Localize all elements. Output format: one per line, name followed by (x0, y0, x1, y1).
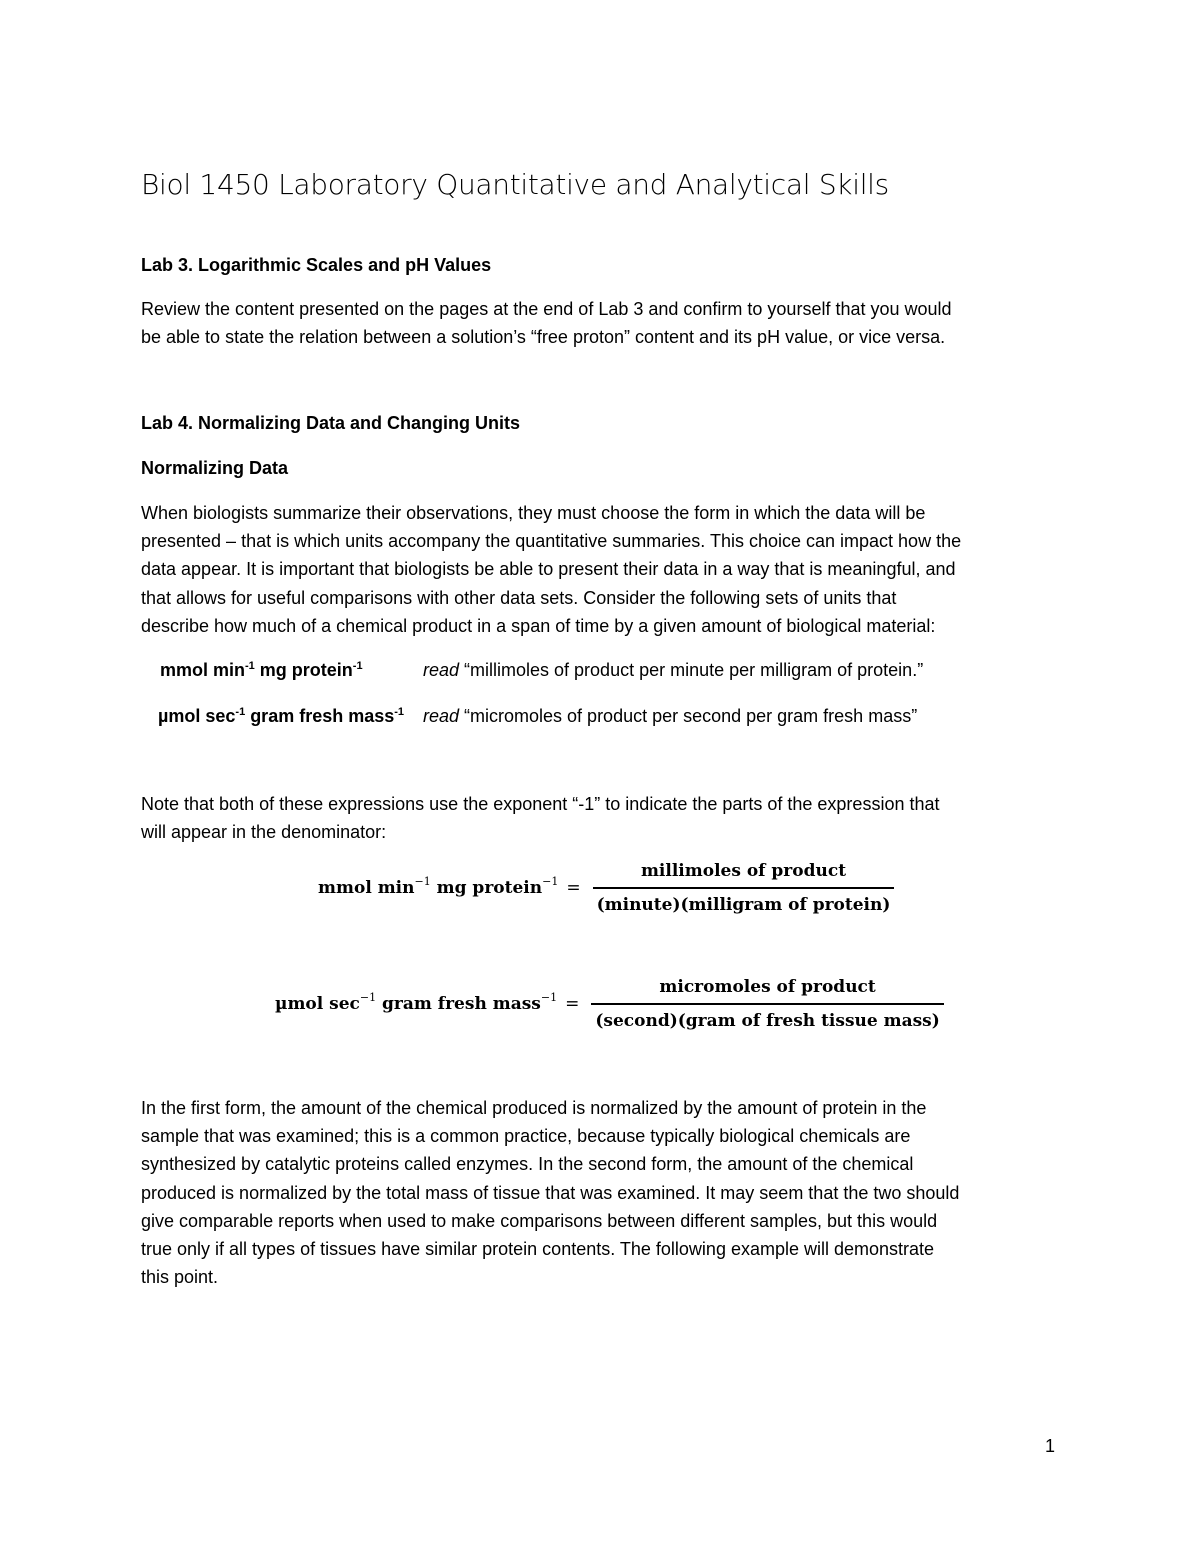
unit-expression-mmol (160, 660, 924, 681)
paragraph-line: that allows for useful comparisons with other data sets. Consider the following sets of units that (141, 587, 897, 608)
equals-sign: = (565, 994, 580, 1014)
page-number: 1 (1045, 1436, 1056, 1456)
paragraph-line: give comparable reports when used to make comparisons between different samples, but this would (141, 1210, 938, 1231)
note-paragraph (141, 790, 940, 846)
paragraph-line: be able to state the relation between a solution’s “free proton” content and its pH value, or vice versa. (141, 327, 946, 348)
lab4-intro-paragraph (141, 499, 961, 640)
read-text: “micromoles of product per second per gram fresh mass” (459, 706, 918, 726)
read-label: read (423, 706, 460, 726)
paragraph-line: true only if all types of tissues have similar protein contents. The following example will demonstrate (141, 1239, 935, 1260)
fraction-denominator: (minute)(milligram of protein) (596, 895, 891, 915)
unit-reading (423, 706, 917, 727)
lab3-heading: Lab 3. Logarithmic Scales and pH Values (141, 255, 492, 275)
paragraph-line: sample that was examined; this is a common practice, because typically biological chemicals are (141, 1126, 911, 1147)
unit-exponent: -1 (235, 706, 246, 718)
lhs-exponent: −1 (359, 991, 377, 1004)
unit-part: µmol sec (158, 706, 236, 726)
equals-sign: = (566, 878, 581, 898)
unit-exponent: -1 (352, 660, 363, 672)
lhs-term: µmol sec (275, 994, 360, 1014)
lab3-paragraph (141, 295, 952, 351)
lhs-term: mmol min (318, 878, 415, 898)
lhs-exponent: −1 (414, 875, 431, 888)
unit-part: mg protein (254, 660, 353, 680)
fraction-numerator: millimoles of product (640, 861, 847, 881)
lhs-term: mg protein (430, 878, 543, 898)
lhs-exponent: −1 (542, 875, 559, 888)
fraction-denominator: (second)(gram of fresh tissue mass) (595, 1011, 940, 1031)
lhs-term: gram fresh mass (376, 994, 541, 1014)
fraction (593, 861, 895, 915)
paragraph-line: produced is normalized by the total mass of tissue that was examined. It may seem that the two should (141, 1182, 960, 1203)
paragraph-line: will appear in the denominator: (141, 822, 387, 843)
unit-expression-umol (158, 706, 918, 727)
fraction (591, 977, 943, 1031)
equation-umol (275, 977, 944, 1031)
normalizing-data-subheading: Normalizing Data (141, 458, 289, 478)
equation-mmol (318, 861, 894, 915)
equation-lhs (275, 991, 558, 1014)
paragraph-line: this point. (141, 1267, 219, 1288)
unit-reading (423, 660, 923, 681)
unit-exponent: -1 (245, 660, 255, 672)
unit-part: mmol min (160, 660, 246, 680)
paragraph-line: Review the content presented on the pages at the end of Lab 3 and confirm to yourself that you would (141, 299, 952, 319)
read-text: “millimoles of product per minute per milligram of protein.” (459, 660, 924, 680)
fraction-numerator: micromoles of product (659, 977, 876, 997)
document-title: Biol 1450 Laboratory Quantitative and Analytical Skills (141, 168, 889, 201)
paragraph-line: In the first form, the amount of the chemical produced is normalized by the amount of protein in the (141, 1098, 927, 1118)
paragraph-line: presented – that is which units accompany the quantitative summaries. This choice can impact how the (141, 531, 962, 552)
unit-part: gram fresh mass (245, 706, 395, 726)
unit-exponent: -1 (394, 706, 405, 718)
paragraph-line: Note that both of these expressions use the exponent “-1” to indicate the parts of the expression that (141, 794, 940, 814)
closing-paragraph (141, 1094, 959, 1291)
paragraph-line: describe how much of a chemical product in a span of time by a given amount of biological material: (141, 615, 936, 636)
lab4-heading: Lab 4. Normalizing Data and Changing Units (141, 413, 521, 433)
lhs-exponent: −1 (540, 991, 558, 1004)
paragraph-line: synthesized by catalytic proteins called enzymes. In the second form, the amount of the chemical (141, 1154, 914, 1175)
paragraph-line: data appear. It is important that biologists be able to present their data in a way that is meaningful, and (141, 559, 956, 580)
read-label: read (423, 660, 460, 680)
paragraph-line: When biologists summarize their observations, they must choose the form in which the data will be (141, 503, 926, 523)
equation-lhs (318, 875, 559, 898)
